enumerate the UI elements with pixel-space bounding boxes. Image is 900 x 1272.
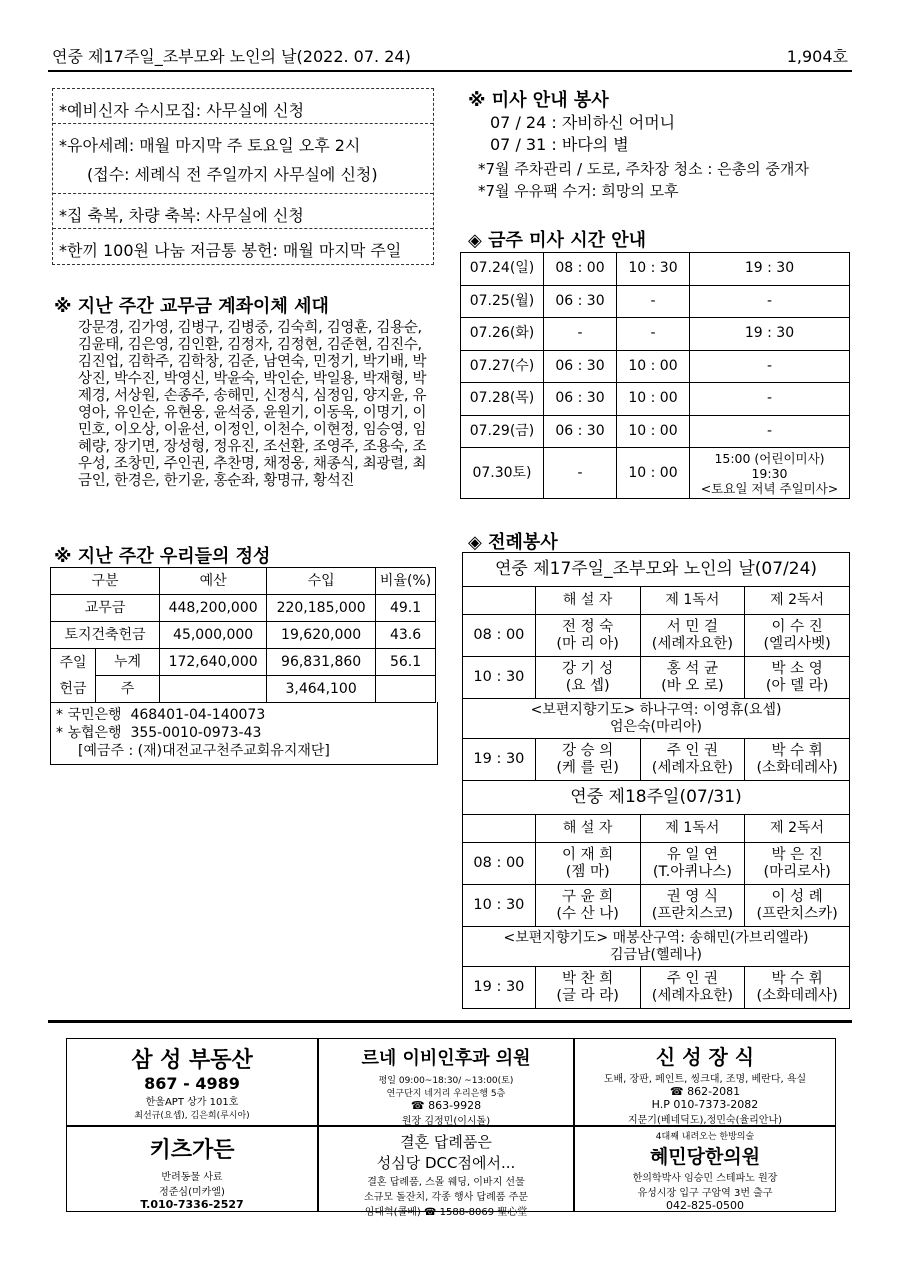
schedule-time: 08 : 00	[544, 253, 617, 286]
liturgy-minister: 주 인 권 (세례자요한)	[640, 967, 745, 1009]
ad-line: 정준심(미카엘)	[159, 1187, 225, 1198]
liturgy-minister: 전 정 숙 (마 리 아)	[535, 615, 640, 657]
liturgy-prayer: <보편지향기도> 매봉산구역: 송해민(가브리엘라) 김금남(헬레나)	[463, 927, 850, 967]
offering-cell: 교무금	[51, 595, 160, 622]
ad-line: 4대째 내려오는 한방의술	[655, 1132, 755, 1142]
schedule-time: -	[544, 448, 617, 499]
liturgy-role: 제 1독서	[640, 587, 745, 615]
schedule-time: 10 : 00	[617, 415, 690, 448]
schedule-time: 06 : 30	[544, 383, 617, 416]
schedule-row	[461, 350, 850, 383]
ad-line: 연구단지 네거리 우리은행 5층	[386, 1089, 506, 1099]
offering-cell: 주	[96, 676, 160, 703]
liturgy-role: 제 2독서	[745, 587, 850, 615]
schedule-date: 07.30토)	[461, 448, 544, 499]
schedule-table	[460, 252, 850, 499]
ad-line: 지문기(베네딕도),정민숙(율리안나)	[627, 1115, 783, 1126]
schedule-time: 06 : 30	[544, 415, 617, 448]
liturgy-role-row	[463, 815, 850, 843]
offering-cell: 3,464,100	[267, 676, 376, 703]
liturgy-role: 해 설 자	[535, 587, 640, 615]
transfer-title: ※ 지난 주간 교무금 계좌이체 세대	[54, 296, 329, 317]
offering-cell: 43.6	[376, 622, 436, 649]
ad-pet-food	[66, 1126, 318, 1212]
ad-title: 신 성 장 식	[655, 1045, 755, 1069]
schedule-time: -	[690, 350, 850, 383]
schedule-date: 07.26(화)	[461, 318, 544, 351]
mass-guide-item: *7월 주차관리 / 도로, 주차장 청소 : 은총의 중개자	[478, 160, 809, 178]
schedule-date: 07.24(일)	[461, 253, 544, 286]
offering-cell: 45,000,000	[160, 622, 267, 649]
ads-rule	[48, 1020, 852, 1023]
schedule-time: -	[690, 285, 850, 318]
liturgy-minister: 구 윤 희 (수 산 나)	[535, 885, 640, 927]
schedule-time: 19 : 30	[690, 253, 850, 286]
liturgy-week-title	[463, 553, 850, 587]
ad-title: 혜민당한의원	[649, 1146, 761, 1168]
offering-header: 비율(%)	[376, 568, 436, 595]
notice-infant-baptism-line1: *유아세례: 매월 마지막 주 토요일 오후 2시	[59, 136, 361, 155]
liturgy-prayer: <보편지향기도> 하나구역: 이영휴(요셉) 엄은숙(마리아)	[463, 699, 850, 739]
ad-line: 원장 김정민(이시돌)	[401, 1116, 491, 1127]
offering-cell: 448,200,000	[160, 595, 267, 622]
liturgy-minister: 강 승 의 (케 를 린)	[535, 739, 640, 781]
offering-cell: 주일 헌금	[51, 649, 96, 703]
ad-title: 르네 이비인후과 의원	[361, 1048, 531, 1069]
schedule-date: 07.29(금)	[461, 415, 544, 448]
ad-line: 결혼 답례품, 스몰 웨딩, 이바지 선물	[367, 1177, 525, 1188]
liturgy-minister: 권 영 식 (프란치스코)	[640, 885, 745, 927]
bank-account-1: * 국민은행 468401-04-140073	[56, 707, 266, 723]
schedule-row	[461, 285, 850, 318]
ad-line: ☎ 862-2081	[669, 1085, 741, 1098]
issue-number: 1,904호	[786, 47, 848, 66]
offering-row	[51, 676, 436, 703]
schedule-time: -	[544, 318, 617, 351]
ad-line: 042-825-0500	[666, 1199, 744, 1212]
schedule-time: 19 : 30	[690, 318, 850, 351]
ad-line: 도배, 장판, 페인트, 씽크대, 조명, 베란다, 욕실	[603, 1074, 807, 1085]
ad-real-estate	[66, 1038, 318, 1126]
liturgy-role: 해 설 자	[535, 815, 640, 843]
liturgy-time: 10 : 30	[463, 885, 536, 927]
schedule-row	[461, 318, 850, 351]
ad-line: H.P 010-7373-2082	[651, 1098, 759, 1111]
liturgy-week-title	[463, 781, 850, 815]
liturgy-minister: 이 성 례 (프란치스카)	[745, 885, 850, 927]
schedule-row	[461, 383, 850, 416]
liturgy-prayer-row	[463, 699, 850, 739]
liturgy-time: 08 : 00	[463, 615, 536, 657]
mass-guide-item: *7월 우유팩 수거: 희망의 모후	[478, 182, 679, 200]
liturgy-minister: 강 기 성 (요 셉)	[535, 657, 640, 699]
notice-infant-baptism	[53, 124, 433, 194]
offering-header: 예산	[160, 568, 267, 595]
bulletin-title: 연중 제17주일_조부모와 노인의 날(2022. 07. 24)	[52, 47, 411, 66]
liturgy-week-title: 연중 제18주일(07/31)	[463, 781, 850, 815]
offering-cell	[160, 676, 267, 703]
account-holder: [예금주 : (재)대전교구천주교회유지재단]	[78, 743, 330, 759]
ad-title: 삼 성 부동산	[131, 1048, 253, 1073]
schedule-row	[461, 415, 850, 448]
offering-cell: 56.1	[376, 649, 436, 676]
notice-blessing: *집 축복, 차량 축복: 사무실에 신청	[53, 194, 433, 229]
mass-guide-title: ※ 미사 안내 봉사	[468, 90, 609, 111]
mass-guide-item: 07 / 24 : 자비하신 어머니	[490, 113, 676, 132]
schedule-date: 07.27(수)	[461, 350, 544, 383]
schedule-title: ◈ 금주 미사 시간 안내	[468, 230, 647, 251]
liturgy-role: 제 2독서	[745, 815, 850, 843]
offering-row	[51, 595, 436, 622]
liturgy-time: 19 : 30	[463, 967, 536, 1009]
liturgy-minister: 주 인 권 (세례자요한)	[640, 739, 745, 781]
schedule-time: 06 : 30	[544, 350, 617, 383]
schedule-time: 10 : 00	[617, 350, 690, 383]
ad-line: 최선규(요셉), 김은희(루시아)	[134, 1111, 250, 1121]
transfer-names: 강문경, 김가영, 김병구, 김병중, 김숙희, 김영훈, 김용순, 김윤태, 김은영, 김인환, 김정자, 김정현, 김준현, 김진수, 김진업, 김학주, 김학창, 김준, 남연숙, 민정기, 박기배, 박상진, 박수진, 박영신, 박윤숙, 박인순, 박일용, 박재형, 박제경, 서상원, 손종주, 송해민, 신정식, 심정임, 양지윤, 유영아, 유인순, 유현웅, 윤석중, 윤원기, 이동욱, 이명기, 이민호, 이오상, 이윤선, 이정인, 이천수, 이현정, 임승영, 임혜량, 장기면, 장성형, 정유진, 조선환, 조영주, 조용숙, 조우성, 조창민, 주인권, 추찬명, 채정웅, 채종식, 최광렬, 최금인, 한경은, 한기윤, 홍순좌, 황명규, 황석진	[78, 320, 427, 489]
schedule-row	[461, 448, 850, 499]
offering-header: 수입	[267, 568, 376, 595]
liturgy-row	[463, 967, 850, 1009]
ad-line: 한울APT 상가 101호	[145, 1097, 239, 1108]
schedule-time: -	[690, 415, 850, 448]
ad-subtitle: 성심당 DCC점에서...	[376, 1154, 516, 1172]
liturgy-corner	[463, 815, 536, 843]
schedule-time: 10 : 30	[617, 253, 690, 286]
schedule-time: 10 : 00	[617, 448, 690, 499]
liturgy-time: 10 : 30	[463, 657, 536, 699]
header-rule	[48, 70, 852, 72]
offering-cell: 누계	[96, 649, 160, 676]
notice-infant-baptism-line2: (접수: 세례식 전 주일까지 사무실에 신청)	[87, 165, 378, 184]
offering-cell	[376, 676, 436, 703]
offering-title: ※ 지난 주간 우리들의 정성	[54, 546, 271, 567]
ad-title: 결혼 답례품은	[400, 1133, 492, 1151]
liturgy-row	[463, 843, 850, 885]
offering-table	[50, 567, 436, 703]
ad-bakery	[318, 1126, 574, 1218]
ad-phone: 867 - 4989	[144, 1074, 240, 1093]
notice-box	[52, 88, 434, 265]
liturgy-minister: 유 일 연 (T.아퀴나스)	[640, 843, 745, 885]
liturgy-row	[463, 885, 850, 927]
liturgy-week-title: 연중 제17주일_조부모와 노인의 날(07/24)	[463, 553, 850, 587]
schedule-time: -	[690, 383, 850, 416]
ad-line: 평일 09:00~18:30/ ~13:00(토)	[378, 1076, 514, 1086]
offering-cell: 172,640,000	[160, 649, 267, 676]
liturgy-row	[463, 657, 850, 699]
liturgy-role: 제 1독서	[640, 815, 745, 843]
liturgy-role-row	[463, 587, 850, 615]
ad-interior	[574, 1038, 836, 1126]
offering-cell: 96,831,860	[267, 649, 376, 676]
ad-line: ☎ 863-9928	[410, 1099, 482, 1112]
schedule-time: 06 : 30	[544, 285, 617, 318]
offering-cell: 220,185,000	[267, 595, 376, 622]
notice-catechumen: *예비신자 수시모집: 사무실에 신청	[53, 89, 433, 124]
liturgy-minister: 서 민 걸 (세례자요한)	[640, 615, 745, 657]
liturgy-time: 08 : 00	[463, 843, 536, 885]
mass-guide-item: 07 / 31 : 바다의 별	[490, 135, 629, 154]
liturgy-row	[463, 739, 850, 781]
liturgy-minister: 박 찬 희 (글 라 라)	[535, 967, 640, 1009]
ad-line: 한의학박사 임승민 스테파노 원장	[632, 1173, 778, 1184]
offering-header: 구분	[51, 568, 160, 595]
offering-row	[51, 649, 436, 676]
liturgy-minister: 박 수 휘 (소화데레사)	[745, 967, 850, 1009]
offering-cell: 19,620,000	[267, 622, 376, 649]
schedule-time: -	[617, 285, 690, 318]
liturgy-minister: 이 수 진 (엘리사벳)	[745, 615, 850, 657]
schedule-time: -	[617, 318, 690, 351]
ad-line: 소규모 돌잔치, 각종 행사 답례품 주문	[364, 1192, 528, 1203]
ad-line: 유성시장 입구 구암역 3번 출구	[637, 1188, 773, 1199]
ad-oriental-clinic	[574, 1126, 836, 1212]
liturgy-title: ◈ 전례봉사	[468, 532, 558, 553]
schedule-time: 10 : 00	[617, 383, 690, 416]
liturgy-corner	[463, 587, 536, 615]
notice-piggybank: *한끼 100원 나눔 저금통 봉헌: 매월 마지막 주일	[59, 241, 402, 260]
liturgy-minister: 박 소 영 (아 델 라)	[745, 657, 850, 699]
ad-line: 반려동물 사료	[161, 1172, 223, 1183]
ad-title: 키츠가든	[149, 1138, 235, 1163]
schedule-date: 07.28(목)	[461, 383, 544, 416]
liturgy-minister: 박 수 휘 (소화데레사)	[745, 739, 850, 781]
schedule-time: 15:00 (어린이미사) 19:30 <토요일 저녁 주일미사>	[690, 448, 850, 499]
offering-row	[51, 622, 436, 649]
bank-account-2: * 농협은행 355-0010-0973-43	[56, 725, 262, 741]
liturgy-time: 19 : 30	[463, 739, 536, 781]
schedule-row	[461, 253, 850, 286]
liturgy-prayer-row	[463, 927, 850, 967]
ad-ent-clinic	[318, 1038, 574, 1126]
schedule-date: 07.25(월)	[461, 285, 544, 318]
liturgy-table	[462, 552, 850, 1009]
liturgy-minister: 박 은 진 (마리로사)	[745, 843, 850, 885]
ad-line: 임대혁(콜베) ☎ 1588-8069 聖心堂	[364, 1207, 528, 1218]
liturgy-minister: 이 재 희 (젬 마)	[535, 843, 640, 885]
ad-line: T.010-7336-2527	[140, 1198, 244, 1211]
liturgy-row	[463, 615, 850, 657]
offering-cell: 49.1	[376, 595, 436, 622]
offering-cell: 토지건축헌금	[51, 622, 160, 649]
liturgy-minister: 홍 석 균 (바 오 로)	[640, 657, 745, 699]
